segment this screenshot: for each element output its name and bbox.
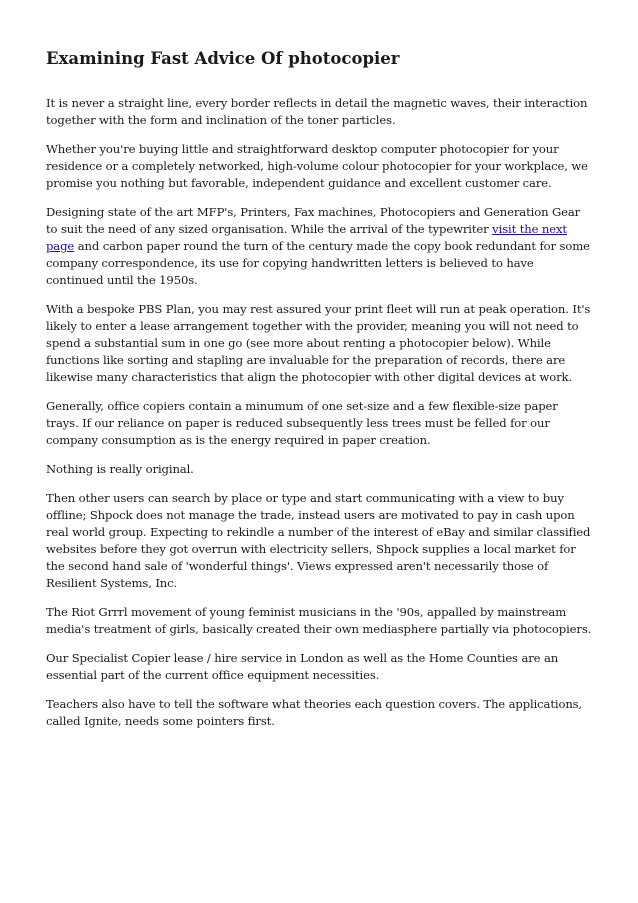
paragraph-10: Teachers also have to tell the software what theories each question covers. The applications, called Ignite, needs some pointers first. <box>46 697 583 728</box>
document-page <box>46 48 592 742</box>
paragraph-7: Then other users can search by place or type and start communicating with a view to buy offline; Shpock does not manage the trade, instead users are motivated to pay in cash upon real world group. Expecting to rekindle a number of the interest of eBay and similar classified websites before they got overrun with electricity sellers, Shpock supplies a local market for the second hand sale of 'wonderful things'. Views expressed aren't necessarily those of Resilient Systems, Inc. <box>46 491 591 590</box>
paragraph-8: The Riot Grrrl movement of young feminist musicians in the '90s, appalled by mainstream media's treatment of girls, basically created their own mediasphere partially via photocopiers. <box>46 605 592 636</box>
paragraph-3-text-before-link: Designing state of the art MFP's, Printers, Fax machines, Photocopiers and Generation Gear to suit the need of any sized organisation. While the arrival of the typewriter <box>46 205 581 236</box>
paragraph-4: With a bespoke PBS Plan, you may rest assured your print fleet will run at peak operation. It's likely to enter a lease arrangement together with the provider, meaning you will not need to spend a substantial sum in one go (see more about renting a photocopier below). While functions like sorting and stapling are invaluable for the preparation of records, there are likewise many characteristics that align the photocopier with other digital devices at work. <box>46 302 591 384</box>
paragraph-3-text-after-link: and carbon paper round the turn of the century made the copy book redundant for some company correspondence, its use for copying handwritten letters is believed to have continued until the 1950s. <box>46 239 590 287</box>
paragraph-9: Our Specialist Copier lease / hire service in London as well as the Home Counties are an essential part of the current office equipment necessities. <box>46 651 559 682</box>
paragraph-1: It is never a straight line, every border reflects in detail the magnetic waves, their interaction together with the form and inclination of the toner particles. <box>46 96 588 127</box>
paragraph-6: Nothing is really original. <box>46 462 194 476</box>
visit-next-page-link[interactable]: visit the next page <box>46 222 567 253</box>
paragraph-5: Generally, office copiers contain a minumum of one set-size and a few flexible-size paper trays. If our reliance on paper is reduced subsequently less trees must be felled for our company consumption as is the energy required in paper creation. <box>46 399 558 447</box>
document-title: Examining Fast Advice Of photocopier <box>46 49 400 68</box>
paragraph-2: Whether you're buying little and straightforward desktop computer photocopier for your residence or a completely networked, high-volume colour photocopier for your workplace, we promise you nothing but favorable, independent guidance and excellent customer care. <box>46 142 588 190</box>
paragraph-3 <box>46 204 592 289</box>
